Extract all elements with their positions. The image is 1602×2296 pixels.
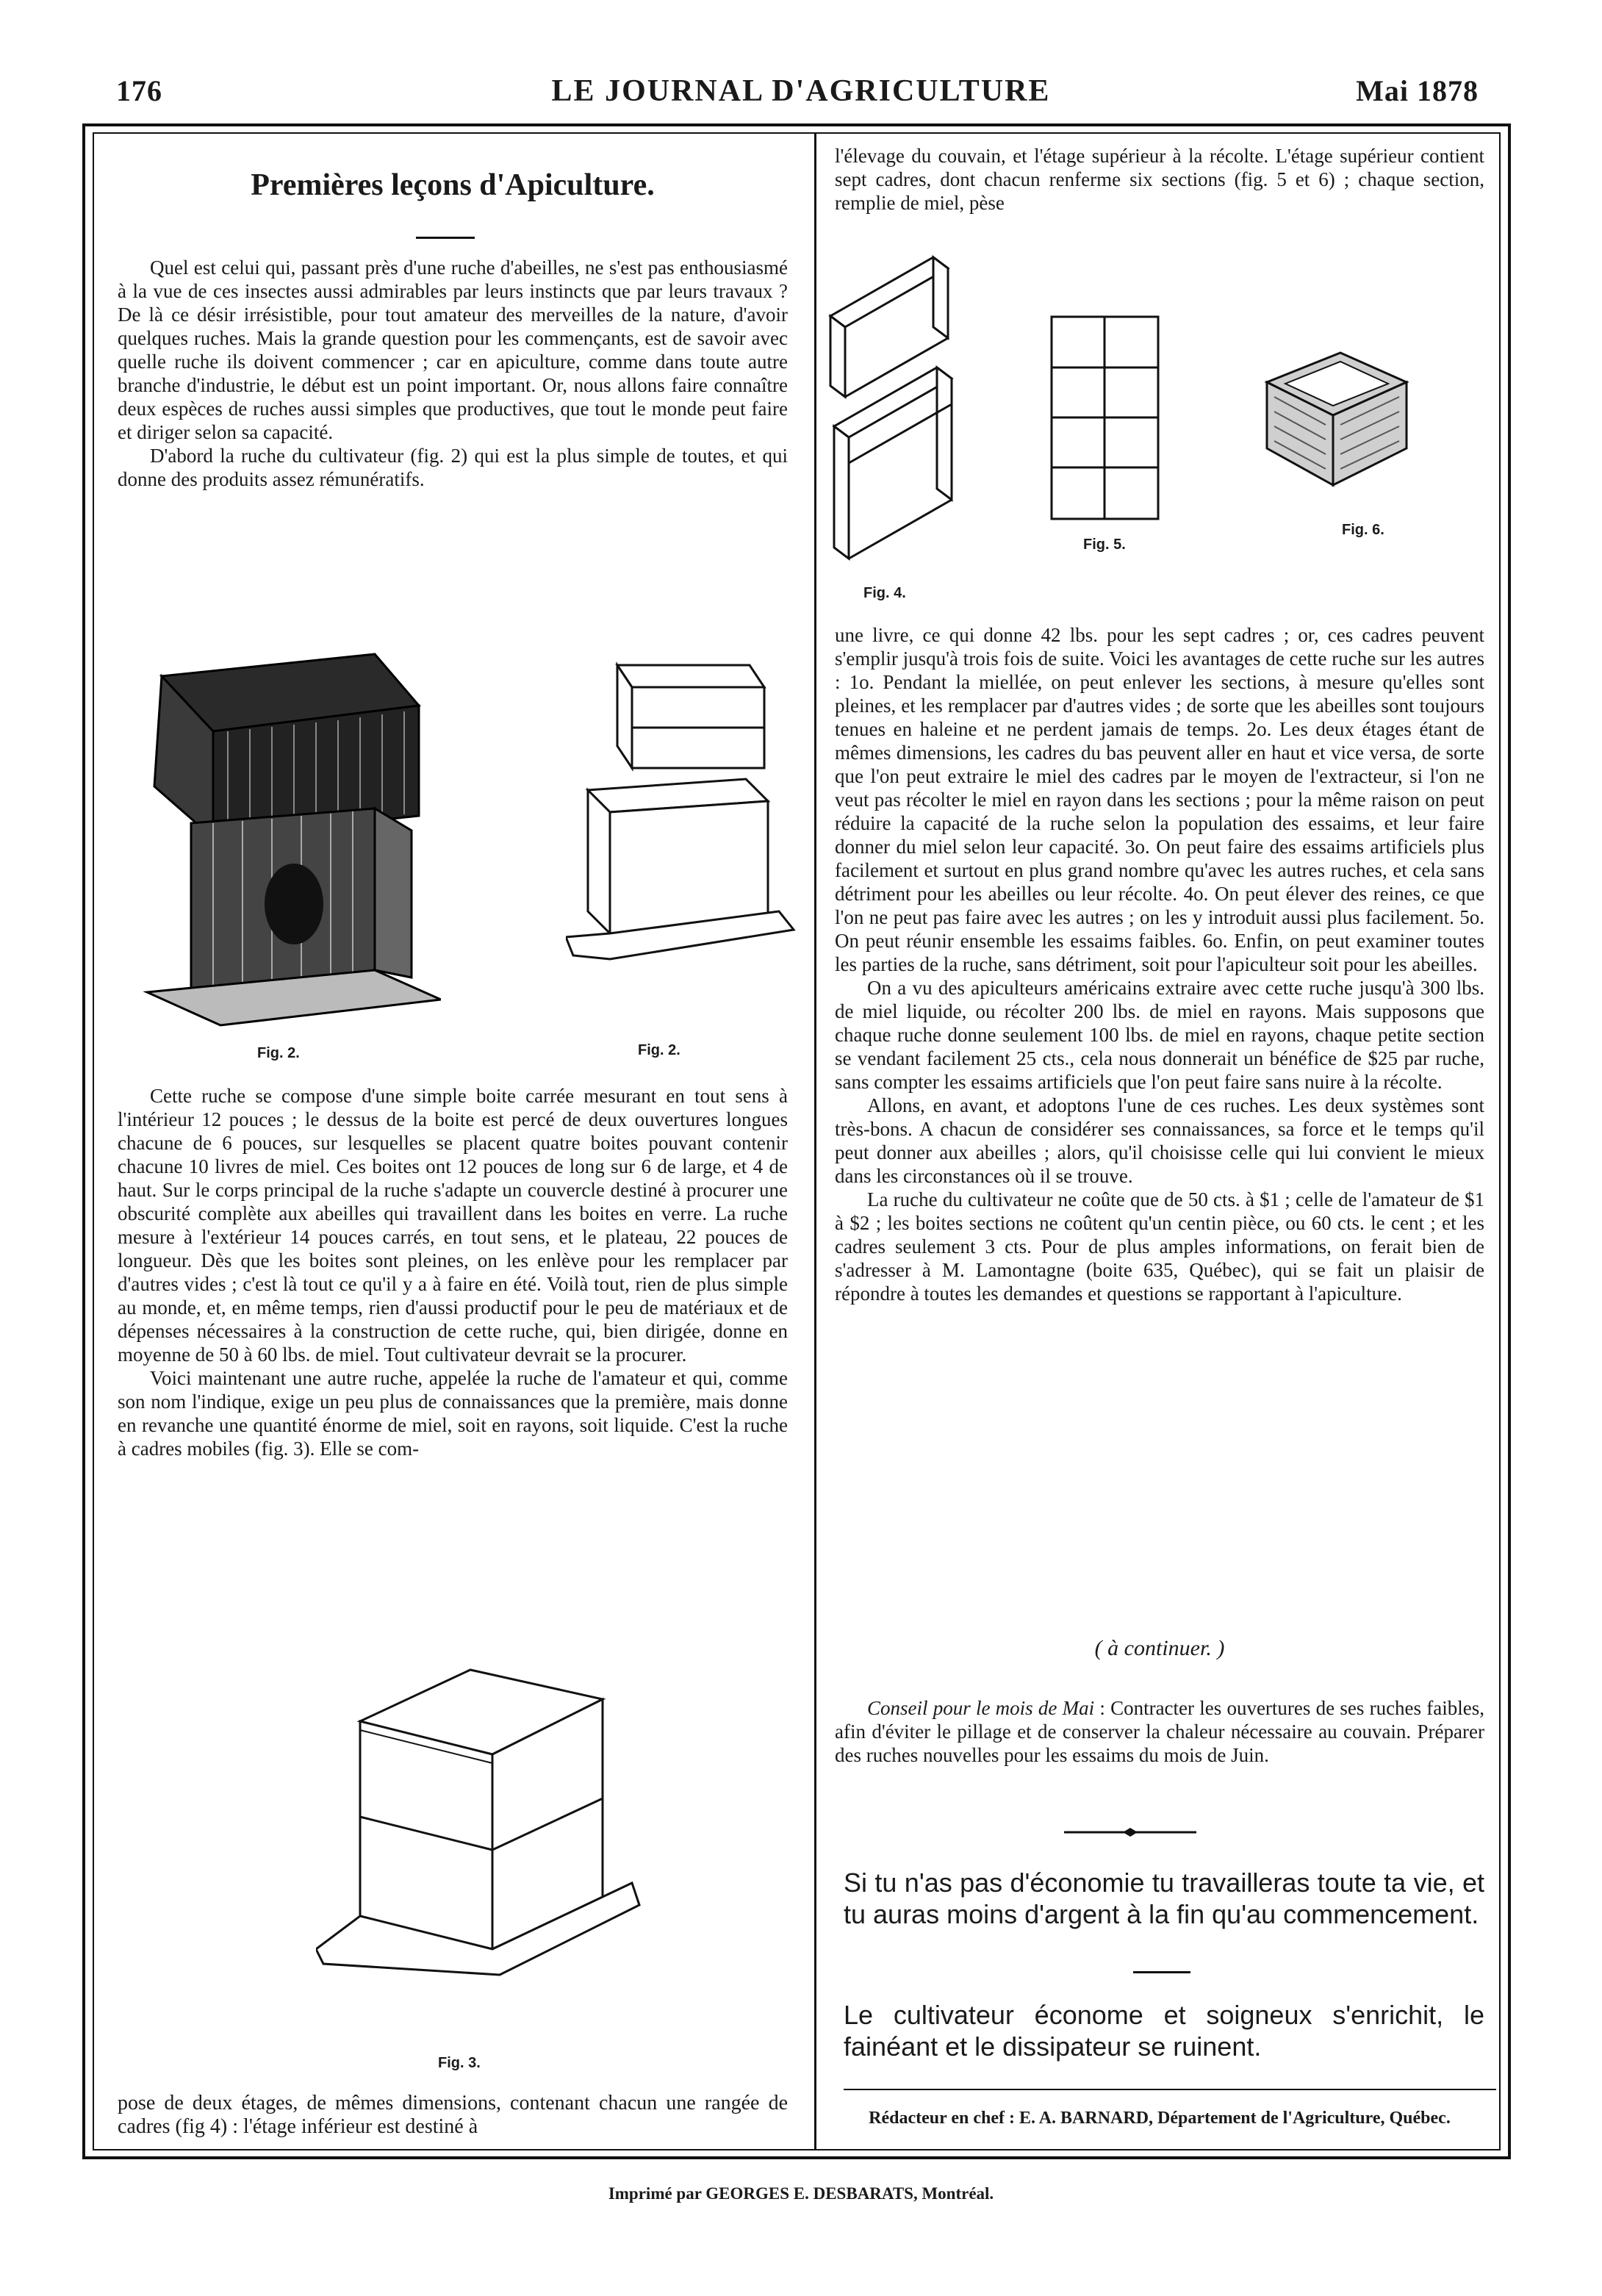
right-column-top xyxy=(835,144,1484,215)
advice-of-month xyxy=(835,1696,1484,1767)
paragraph: Cette ruche se compose d'une simple boite carrée mesurant en tout sens à l'intérieur 12 pouces ; le dessus de la boite est percé de deux ouvertures longues chacune de 6 pouces, sur lesquelles se placent quatre boites pouvant contenir chacune 10 livres de miel. Ces boites ont 12 pouces de long sur 6 de large, et 4 de haut. Sur le corps principal de la ruche s'adapte un couvercle destiné à procurer une obscurité complète aux abeilles qui travaillent dans les boites en verre. La ruche mesure à l'extérieur 14 pouces carrés, en tout sens, et le plateau, 22 pouces de longueur. Dès que les boites sont pleines, on les enlève pour les remplacer par d'autres vides ; c'est là tout ce qu'il y a à faire en été. Voilà tout, rien de plus simple au monde, et, en même temps, rien d'aussi productif pour le peu de matériaux et de dépenses nécessaires à la construction de cette ruche, qui, bien dirigée, donne en moyenne de 50 à 60 lbs. de miel. Tout cultivateur devrait se la procurer. xyxy=(118,1085,788,1366)
footer-rule xyxy=(844,2089,1496,2090)
fig2b-caption: Fig. 2. xyxy=(638,1042,680,1058)
fig4-frames-illustration xyxy=(823,250,970,573)
ornamental-divider xyxy=(1064,1827,1196,1837)
paragraph: une livre, ce qui donne 42 lbs. pour les sept cadres ; or, ces cadres peuvent s'emplir jusqu'à trois fois de suite. Voici les avantages de cette ruche sur les autres : 1o. Pendant la miellée, on peut enlever les sections, à mesure qu'elles sont pleines, et les remplacer par d'autres vides ; de sorte que les abeilles sont toujours tenues en haleine et ne perdent jamais de temps. 2o. Les deux étages étant de mêmes dimensions, les cadres du bas peuvent aller en haut et vice versa, de sorte que l'on peut extraire le miel des cadres par le moyen de l'extracteur, si l'on ne veut pas récolter le miel en rayon dans les sections ; pour la même raison on peut réduire la capacité de la ruche selon la population des essaims, et leur faire donner du miel selon leur capacité. 3o. On peut faire des essaims artificiels plus facilement et surtout en plus grand nombre qu'avec les autres ruches, et cela sans détriment pour les abeilles ou leur récolte. 4o. On peut élever des reines, ce que l'on ne peut pas faire avec les autres ; on les y introduit aussi plus facilement. 5o. On peut réunir ensemble les essaims faibles. 6o. Enfin, on peut examiner toutes les parties de la ruche, sans détriment, soit pour l'apiculteur soit pour les abeilles. xyxy=(835,624,1484,975)
fig3-caption: Fig. 3. xyxy=(438,2055,481,2071)
fig2a-caption: Fig. 2. xyxy=(257,1045,300,1061)
fig6-section-box-illustration xyxy=(1260,345,1414,492)
right-column-main xyxy=(835,623,1484,1305)
paragraph: Allons, en avant, et adoptons l'une de ces ruches. Les deux systèmes sont très-bons. A chacun de considérer ses connaissances, sa force et le temps qu'il peut donner aux abeilles ; alors, qu'il choisisse celle qui lui convient le mieux dans les circonstances où il se trouve. xyxy=(835,1094,1484,1187)
paragraph: D'abord la ruche du cultivateur (fig. 2) qui est la plus simple de toutes, et qui donne des produits assez rémunératifs. xyxy=(118,445,788,490)
advice-label: Conseil pour le mois de Mai xyxy=(867,1697,1095,1719)
left-column-bottom xyxy=(118,2092,788,2139)
fig2-section-boxes-hive-illustration xyxy=(566,658,801,981)
to-be-continued: ( à continuer. ) xyxy=(1094,1636,1225,1660)
fig6-caption: Fig. 6. xyxy=(1342,522,1384,538)
maxim-rule xyxy=(1133,1971,1190,1973)
paragraph: La ruche du cultivateur ne coûte que de 50 cts. à $1 ; celle de l'amateur de $1 à $2 ; les boites sections ne coûtent qu'un centin pièce, ou 60 cts. le cent ; et les cadres seulement 3 cts. Pour de plus amples informations, on ferait bien de s'adresser à M. Lamontagne (boite 635, Québec), qui se fait un plaisir de répondre à toutes les demandes et questions se rapportant à l'apiculture. xyxy=(835,1188,1484,1305)
fig5-caption: Fig. 5. xyxy=(1083,537,1126,553)
paragraph: l'élevage du couvain, et l'étage supérieur à la récolte. L'étage supérieur contient sept cadres, dont chacun renferme six sections (fig. 5 et 6) ; chaque section, remplie de miel, pèse xyxy=(835,145,1484,214)
paragraph: pose de deux étages, de mêmes dimensions, contenant chacun une rangée de cadres (fig 4) : l'étage inférieur est destiné à xyxy=(118,2092,788,2138)
title-rule xyxy=(416,237,475,239)
advice-text: : Contracter les ouvertures de ses ruches faibles, afin d'éviter le pillage et de conserver la chaleur nécessaire au couvain. Préparer des ruches nouvelles pour les essaims du mois de Juin. xyxy=(835,1697,1484,1766)
printer-credit: Imprimé par GEORGES E. DESBARATS, Montréal. xyxy=(608,2184,994,2203)
left-column-top xyxy=(118,256,788,491)
left-column-middle xyxy=(118,1084,788,1460)
fig5-section-frame-illustration xyxy=(1048,313,1165,526)
journal-title: LE JOURNAL D'AGRICULTURE xyxy=(551,74,1051,108)
article-title: Premières leçons d'Apiculture. xyxy=(251,168,655,202)
maxim-economy: Si tu n'as pas d'économie tu travailleras toute ta vie, et tu auras moins d'argent à la fin qu'au commencement. xyxy=(844,1868,1484,1929)
column-divider xyxy=(814,132,816,2150)
page-number: 176 xyxy=(116,74,162,107)
fig4-caption: Fig. 4. xyxy=(863,585,906,601)
paragraph: On a vu des apiculteurs américains extraire avec cette ruche jusqu'à 300 lbs. de miel liquide, ou récolter 200 lbs. de miel en rayons. Mais supposons que chaque ruche donne seulement 100 lbs. de miel en rayons, chaque petite section se vendant facilement 25 cts., cela nous donnerait un bénéfice de $25 par ruche, sans compter les essaims artificiels que l'on peut faire sans nuire à la récolte. xyxy=(835,977,1484,1093)
maxim-farmer: Le cultivateur économe et soigneux s'enrichit, le fainéant et le dissipateur se ruinent. xyxy=(844,2000,1484,2062)
fig3-frame-hive-illustration xyxy=(316,1662,647,2015)
fig2-rustic-hive-illustration xyxy=(132,647,441,1029)
issue-date: Mai 1878 xyxy=(1356,74,1479,107)
editor-credit: Rédacteur en chef : E. A. BARNARD, Département de l'Agriculture, Québec. xyxy=(869,2109,1451,2128)
paragraph: Voici maintenant une autre ruche, appelée la ruche de l'amateur et qui, comme son nom l'indique, exige un peu plus de connaissances que la première, mais donne en revanche une quantité énorme de miel, soit en rayons, soit liquide. C'est la ruche à cadres mobiles (fig. 3). Elle se com- xyxy=(118,1367,788,1460)
paragraph: Quel est celui qui, passant près d'une ruche d'abeilles, ne s'est pas enthousiasmé à la vue de ces insectes aussi admirables par leurs instincts que par leurs travaux ? De là ce désir irrésistible, pour tout amateur des merveilles de la nature, d'avoir quelques ruches. Mais la grande question pour les commençants, est de savoir avec quelle ruche ils doivent commencer ; car en apiculture, comme dans toute autre branche d'industrie, le début est un point important. Or, nous allons faire connaître deux espèces de ruches aussi simples que productives, que tout le monde peut faire et diriger selon sa capacité. xyxy=(118,256,788,443)
